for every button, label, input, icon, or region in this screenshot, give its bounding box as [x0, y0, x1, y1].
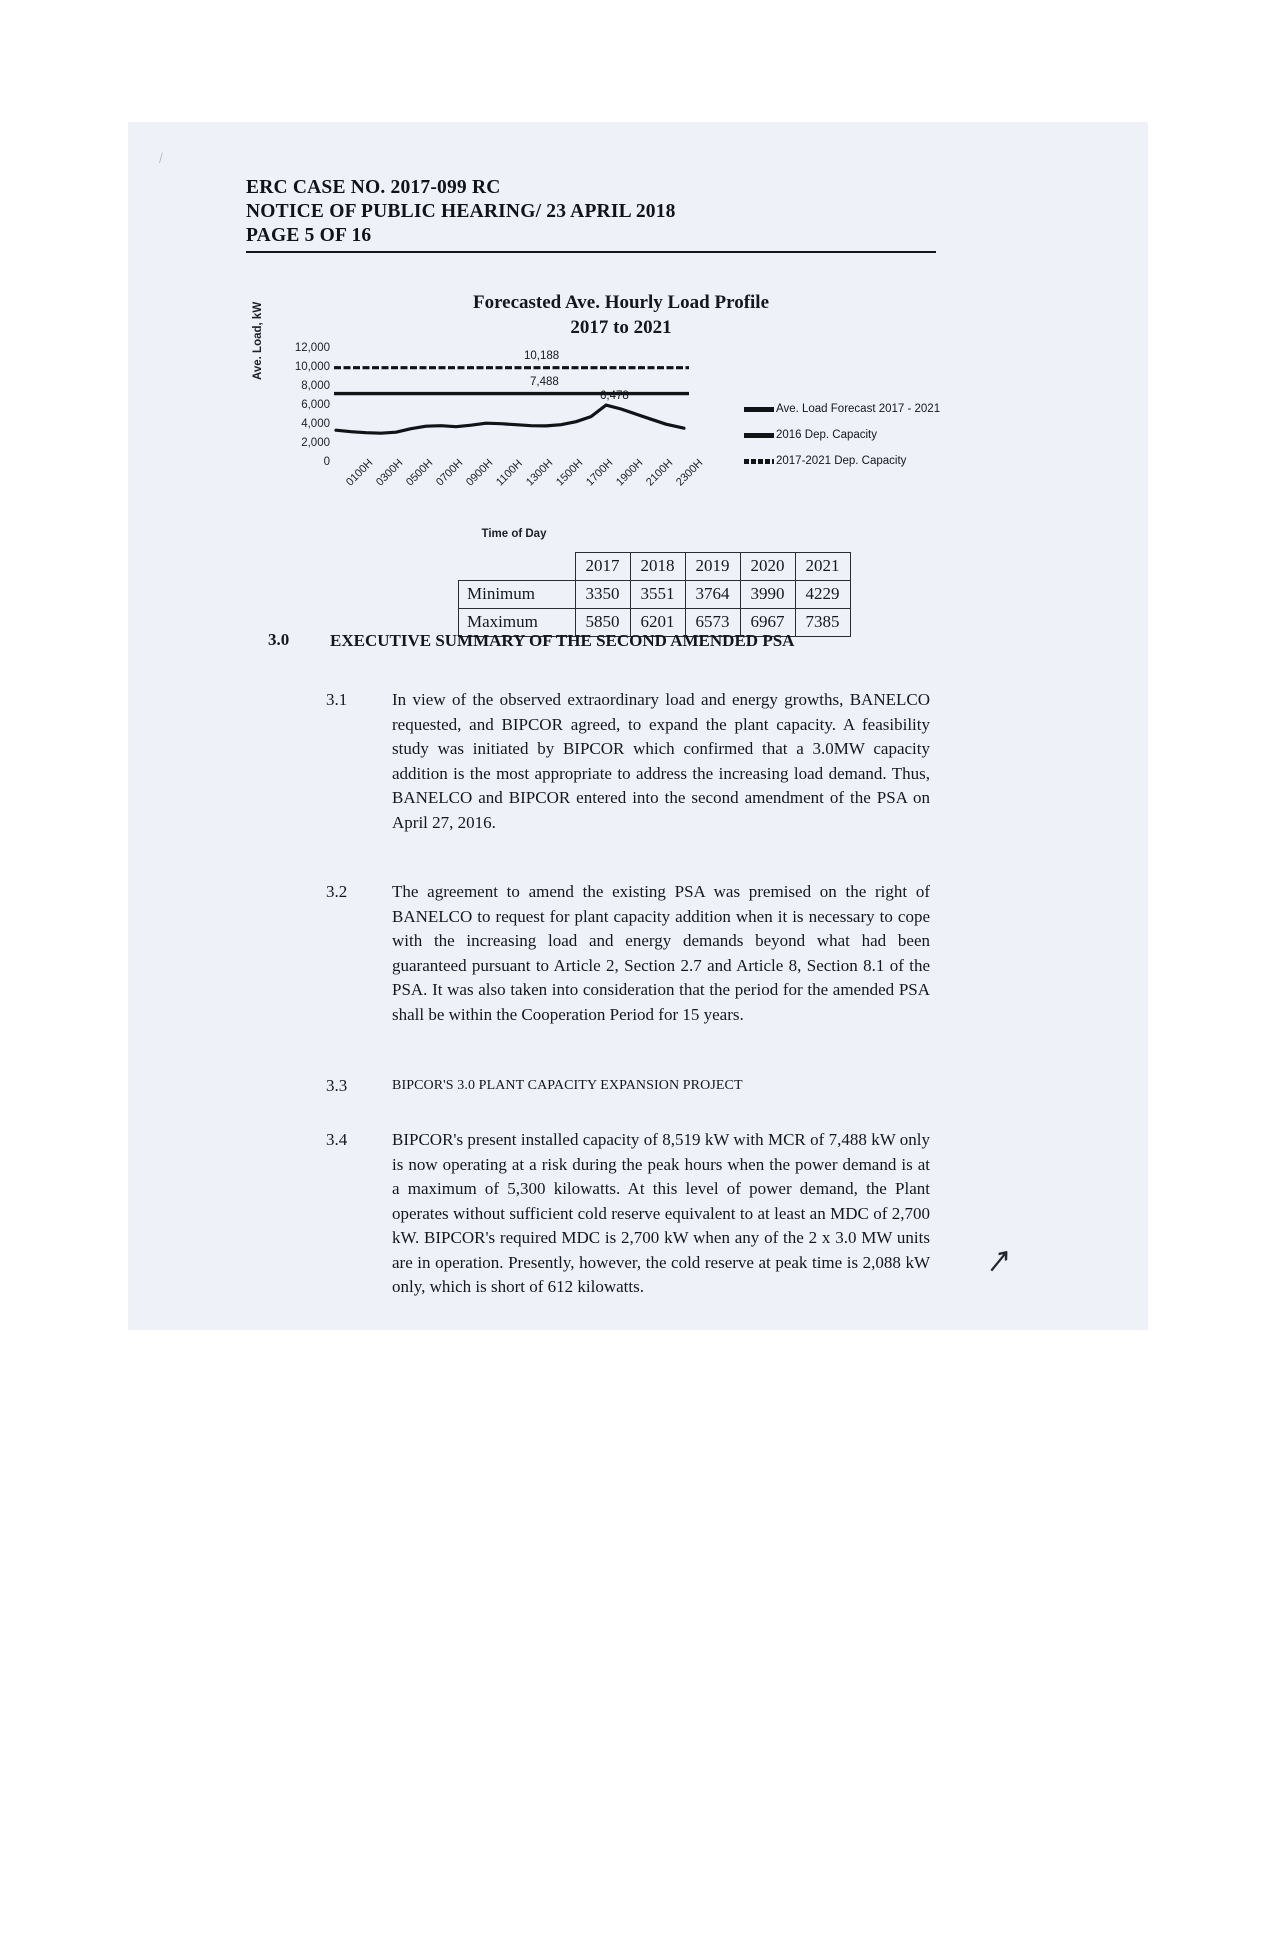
legend-swatch-dashed-icon — [744, 459, 774, 464]
legend-entry-label: 2016 Dep. Capacity — [776, 429, 878, 441]
table-cell: 3551 — [630, 581, 685, 609]
y-tick-label: 8,000 — [301, 380, 330, 392]
paragraph-3-3 — [326, 1074, 930, 1099]
chart-annotation-peak-load: 6,478 — [600, 390, 629, 402]
table-column-header: 2018 — [630, 553, 685, 581]
x-tick-label: 2300H — [674, 457, 706, 489]
section-number: 3.0 — [268, 630, 290, 649]
chart-svg — [334, 348, 694, 472]
x-tick-label: 0700H — [434, 457, 466, 489]
x-tick-label: 1300H — [524, 457, 556, 489]
chart-annotation-dep-2016: 7,488 — [530, 376, 559, 388]
x-tick-label: 0900H — [464, 457, 496, 489]
series-line-load-forecast — [336, 405, 684, 433]
page-content — [128, 122, 1148, 1330]
chart-x-axis-title: Time of Day — [481, 528, 547, 540]
table-cell: 6201 — [630, 609, 685, 637]
x-tick-label: 1500H — [554, 457, 586, 489]
paragraph-number: 3.4 — [326, 1130, 348, 1149]
header-page-number: PAGE 5 OF 16 — [246, 225, 372, 246]
chart-y-axis-ticks — [266, 342, 330, 472]
paragraph-text: The agreement to amend the existing PSA was premised on the right of BANELCO to request for plant capacity addition when it is necessary to cope with the increasing load and energy demands beyond what had been guaranteed pursuant to Article 2, Section 2.7 and Article 8, Section 8.1 of the PSA. It was also taken into consideration that the period for the amended PSA shall be within the Cooperation Period for 15 years. — [392, 882, 930, 1024]
table-row-header: Maximum — [459, 609, 576, 637]
table-column-header: 2021 — [795, 553, 850, 581]
min-max-load-table — [458, 552, 851, 637]
load-profile-chart — [246, 290, 1036, 560]
table-cell: 6967 — [740, 609, 795, 637]
table-cell: 6573 — [685, 609, 740, 637]
chart-title-line2: 2017 to 2021 — [570, 317, 672, 338]
chart-annotation-dep-2017-2021: 10,188 — [524, 350, 560, 362]
x-tick-label: 1900H — [614, 457, 646, 489]
chart-x-axis-ticks — [334, 457, 706, 526]
table-row-header: Minimum — [459, 581, 576, 609]
paragraph-3-2 — [326, 880, 930, 1027]
table-cell: 7385 — [795, 609, 850, 637]
paragraph-3-1 — [326, 688, 930, 835]
scanned-page — [128, 122, 1148, 1330]
y-tick-label: 2,000 — [301, 437, 330, 449]
legend-entry — [744, 422, 1034, 448]
table-header-row — [459, 553, 851, 581]
chart-series-canvas — [334, 348, 694, 472]
legend-entry — [744, 448, 1034, 474]
paragraph-number: 3.2 — [326, 882, 348, 901]
table-cell: 3350 — [575, 581, 630, 609]
paragraph-text: BIPCOR'S 3.0 PLANT CAPACITY EXPANSION PROJECT — [392, 1078, 743, 1093]
legend-swatch-icon — [744, 407, 774, 412]
section-title: EXECUTIVE SUMMARY OF THE SECOND AMENDED PSA — [330, 631, 795, 650]
table-column-header: 2019 — [685, 553, 740, 581]
paragraph-3-4 — [326, 1128, 930, 1300]
table-row — [459, 581, 851, 609]
table-cell: 5850 — [575, 609, 630, 637]
paragraph-number: 3.1 — [326, 690, 348, 709]
paragraph-number: 3.3 — [326, 1076, 348, 1095]
y-tick-label: 10,000 — [294, 361, 330, 373]
chart-y-axis-title: Ave. Load, kW — [252, 301, 264, 380]
table-corner-cell — [459, 553, 576, 581]
x-tick-label: 0100H — [344, 457, 376, 489]
header-divider — [246, 251, 936, 253]
chart-legend — [744, 396, 1034, 474]
x-tick-label: 1100H — [494, 457, 525, 489]
legend-entry — [744, 396, 1034, 422]
legend-entry-label: 2017-2021 Dep. Capacity — [776, 455, 907, 467]
chart-title-line1: Forecasted Ave. Hourly Load Profile — [472, 292, 770, 313]
section-heading — [268, 630, 868, 652]
legend-swatch-icon — [744, 433, 774, 438]
legend-entry-label: Ave. Load Forecast 2017 - 2021 — [776, 403, 941, 415]
x-tick-label: 2100H — [644, 457, 676, 489]
table-cell: 3990 — [740, 581, 795, 609]
header-notice-line: NOTICE OF PUBLIC HEARING/ 23 APRIL 2018 — [246, 201, 676, 222]
x-tick-label: 0500H — [404, 457, 436, 489]
document-header — [246, 176, 936, 248]
table-cell: 3764 — [685, 581, 740, 609]
paragraph-text: BIPCOR's present installed capacity of 8,519 kW with MCR of 7,488 kW only is now operating at a risk during the peak hours when the power demand is at a maximum of 5,300 kilowatts. At this level of power demand, the Plant operates without sufficient cold reserve equivalent to at least an MDC of 2,700 kW. BIPCOR's required MDC is 2,700 kW when any of the 2 x 3.0 MW units are in operation. Presently, however, the cold reserve at peak time is 2,088 kW only, which is short of 612 kilowatts. — [392, 1130, 930, 1296]
table-cell: 4229 — [795, 581, 850, 609]
stray-pen-mark: ⁄ — [157, 150, 165, 165]
x-tick-label: 1700H — [584, 457, 616, 489]
y-tick-label: 12,000 — [294, 342, 330, 354]
y-tick-label: 6,000 — [301, 399, 330, 411]
handwritten-initials: ↗ — [980, 1242, 1013, 1281]
table-column-header: 2020 — [740, 553, 795, 581]
x-tick-label: 0300H — [374, 457, 406, 489]
header-case-number: ERC CASE NO. 2017-099 RC — [246, 177, 501, 198]
y-tick-label: 0 — [323, 456, 330, 468]
y-tick-label: 4,000 — [301, 418, 330, 430]
paragraph-text: In view of the observed extraordinary load and energy growths, BANELCO requested, and BIPCOR agreed, to expand the plant capacity. A feasibility study was initiated by BIPCOR which confirmed that a 3.0MW capacity addition is the most appropriate to address the increasing load demand. Thus, BANELCO and BIPCOR entered into the second amendment of the PSA on April 27, 2016. — [392, 690, 930, 832]
table-column-header: 2017 — [575, 553, 630, 581]
